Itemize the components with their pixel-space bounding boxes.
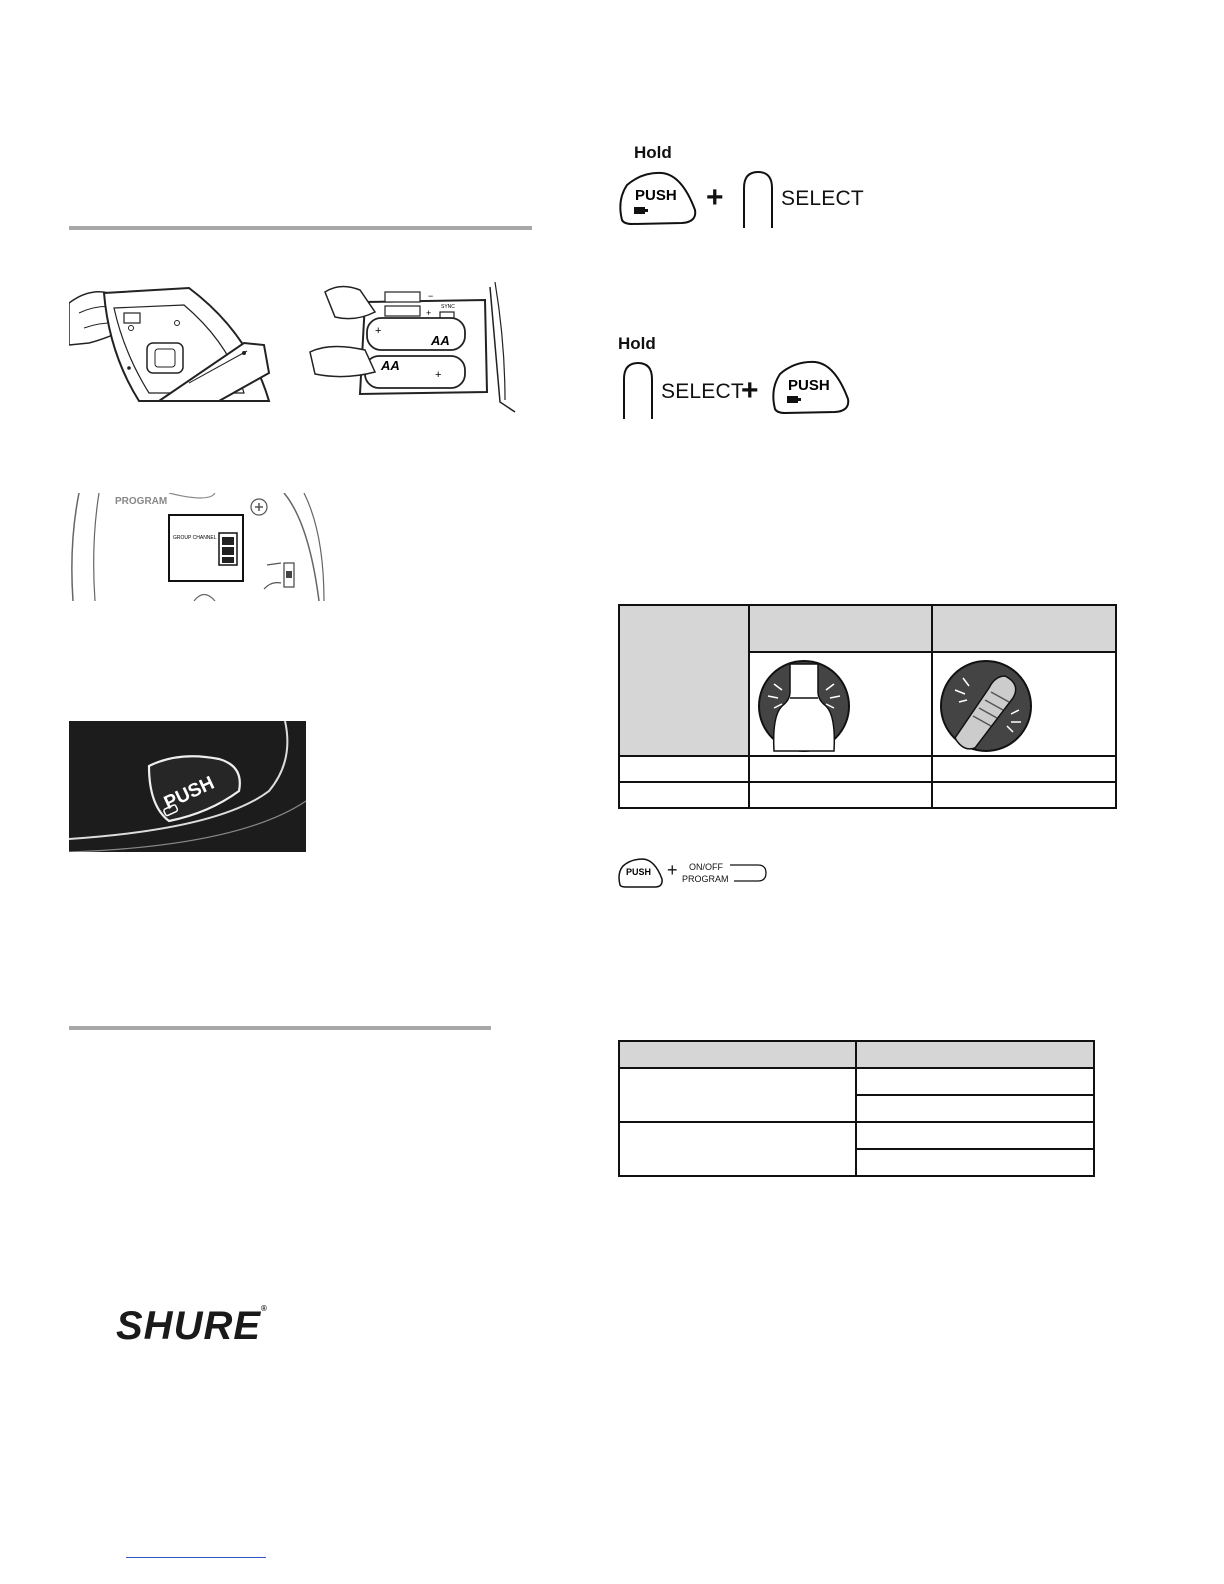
select-button-b[interactable] (622, 361, 656, 419)
table1-cell (932, 756, 1116, 782)
table1-handheld-cell (749, 652, 932, 756)
push-button-b[interactable] (770, 359, 852, 415)
table2-cell (856, 1095, 1094, 1122)
battery-icon (787, 396, 798, 403)
table1-col2-header (932, 605, 1116, 652)
plus-sign-b: + (741, 374, 759, 407)
plus-sign-a: + (706, 181, 724, 214)
hold-label-b: Hold (618, 334, 656, 353)
push-button-small[interactable] (617, 857, 665, 889)
svg-text:+: + (426, 308, 432, 318)
on-off-label: ON/OFF (689, 862, 723, 872)
select-label-a: SELECT (781, 187, 864, 210)
table2-cell (619, 1122, 856, 1176)
table1-cell (749, 782, 932, 808)
push-button-a-label: PUSH (635, 187, 677, 204)
push-button-photo (69, 721, 306, 852)
table1-corner-header (619, 605, 749, 756)
battery-label-top: AA (431, 333, 450, 348)
table2-cell (856, 1149, 1094, 1176)
table1-bodypack-cell (932, 652, 1116, 756)
select-button-a[interactable] (742, 170, 776, 228)
on-off-program-button[interactable] (682, 862, 768, 884)
program-label: PROGRAM (115, 496, 168, 507)
program-label-small: PROGRAM (682, 874, 729, 884)
push-button-b-label: PUSH (788, 377, 830, 394)
section-divider-top (69, 226, 532, 230)
plus-sign-small: + (667, 860, 678, 880)
shure-logo (116, 1304, 268, 1349)
table2-cell (619, 1068, 856, 1122)
microphone-type-table (618, 604, 1117, 809)
program-button-outline (682, 862, 768, 884)
sync-label: SYNC (441, 304, 455, 310)
section-divider-bottom (69, 1026, 491, 1030)
settings-table (618, 1040, 1095, 1177)
registered-mark: ® (261, 1304, 268, 1313)
battery-insert-illustration (305, 282, 520, 414)
lavalier-mic-icon (933, 654, 1115, 754)
table2-cell (856, 1122, 1094, 1149)
hold-label-a: Hold (634, 143, 672, 162)
group-channel-panel-illustration (69, 493, 329, 601)
table2-col2-header (856, 1041, 1094, 1068)
battery-door-illustration (69, 283, 289, 403)
svg-text:−: − (428, 291, 434, 301)
table1-cell (619, 756, 749, 782)
push-photo-label: PUSH (160, 772, 218, 815)
table2-cell (856, 1068, 1094, 1095)
svg-text:+: + (375, 325, 382, 337)
table1-cell (932, 782, 1116, 808)
footer-link-underline[interactable] (126, 1557, 266, 1558)
push-button-a[interactable] (617, 170, 699, 226)
table1-col1-header (749, 605, 932, 652)
handheld-mic-icon (750, 654, 931, 754)
logo-text: SHURE (116, 1304, 262, 1348)
table2-col1-header (619, 1041, 856, 1068)
battery-icon (634, 207, 645, 214)
push-small-label: PUSH (626, 867, 652, 877)
select-label-b: SELECT (661, 380, 744, 403)
group-channel-label: GROUP CHANNEL (173, 535, 217, 541)
battery-label-bottom: AA (381, 358, 400, 373)
table1-cell (749, 756, 932, 782)
svg-text:+: + (435, 369, 442, 381)
table1-cell (619, 782, 749, 808)
